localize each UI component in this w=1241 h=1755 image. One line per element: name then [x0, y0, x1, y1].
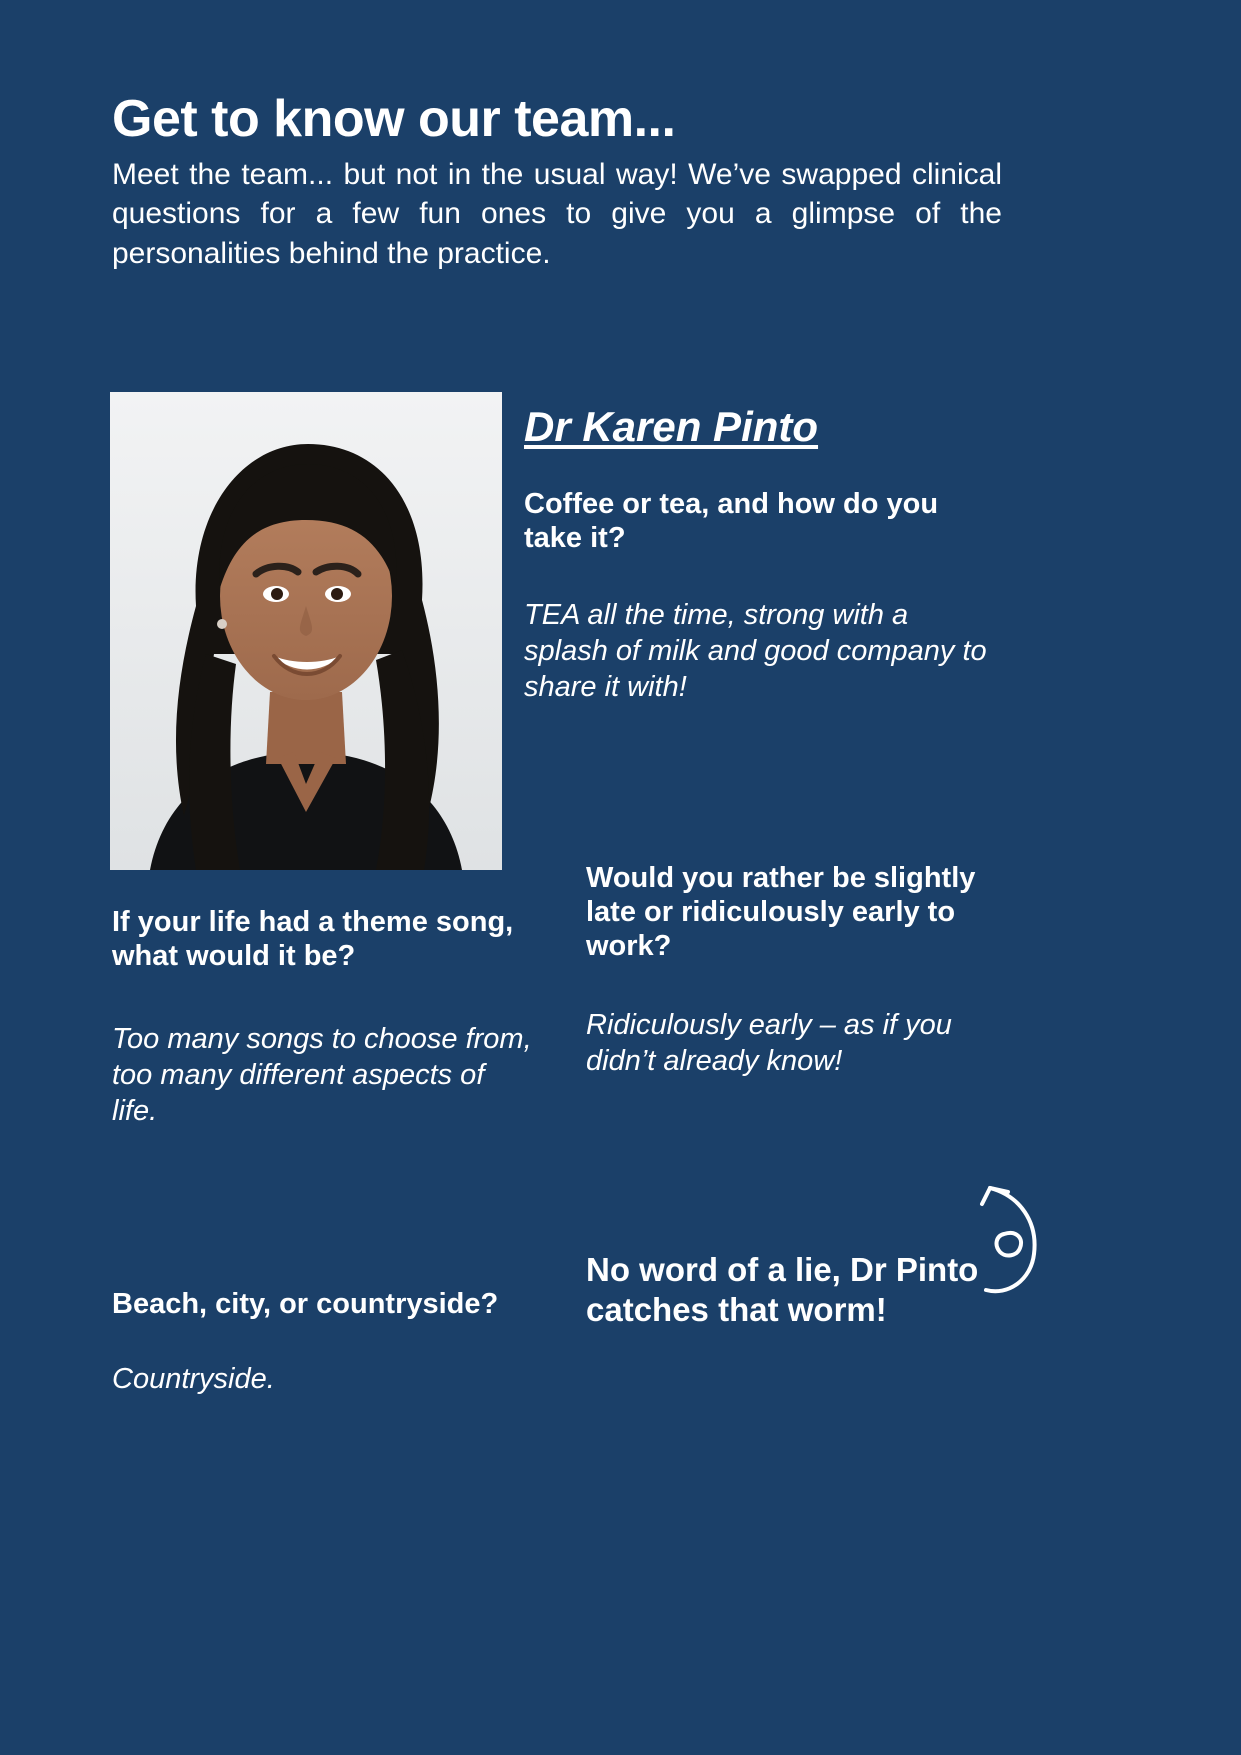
- qa-theme-song: [112, 906, 532, 1130]
- qa-punctuality: [586, 862, 1006, 1080]
- intro-paragraph: Meet the team... but not in the usual way! We’ve swapped clinical questions for a few fun ones to give you a glimpse of the personalities behind the practice.: [112, 157, 1002, 271]
- qa-punctuality-question: Would you rather be slightly late or ridiculously early to work?: [586, 862, 976, 962]
- doctor-name: Dr Karen Pinto: [524, 403, 819, 450]
- curved-arrow-doodle-icon: [968, 1178, 1058, 1308]
- avatar: [110, 392, 502, 870]
- qa-theme-song-question: If your life had a theme song, what would it be?: [112, 906, 514, 972]
- qa-theme-song-answer: Too many songs to choose from, too many different aspects of life.: [112, 1022, 532, 1127]
- doctor-name-block: [524, 404, 1044, 450]
- qa-coffee-answer: TEA all the time, strong with a splash of milk and good company to share it with!: [524, 598, 987, 703]
- qa-place: [112, 1288, 532, 1398]
- qa-coffee-question: Coffee or tea, and how do you take it?: [524, 488, 939, 554]
- qa-punctuality-answer: Ridiculously early – as if you didn’t already know!: [586, 1008, 952, 1077]
- punchline-text: No word of a lie, Dr Pinto catches that worm!: [586, 1251, 979, 1328]
- qa-place-question: Beach, city, or countryside?: [112, 1288, 499, 1320]
- page-title: Get to know our team...: [112, 90, 676, 148]
- header: [112, 92, 1012, 274]
- qa-coffee: [524, 488, 994, 706]
- qa-place-answer: Countryside.: [112, 1362, 275, 1395]
